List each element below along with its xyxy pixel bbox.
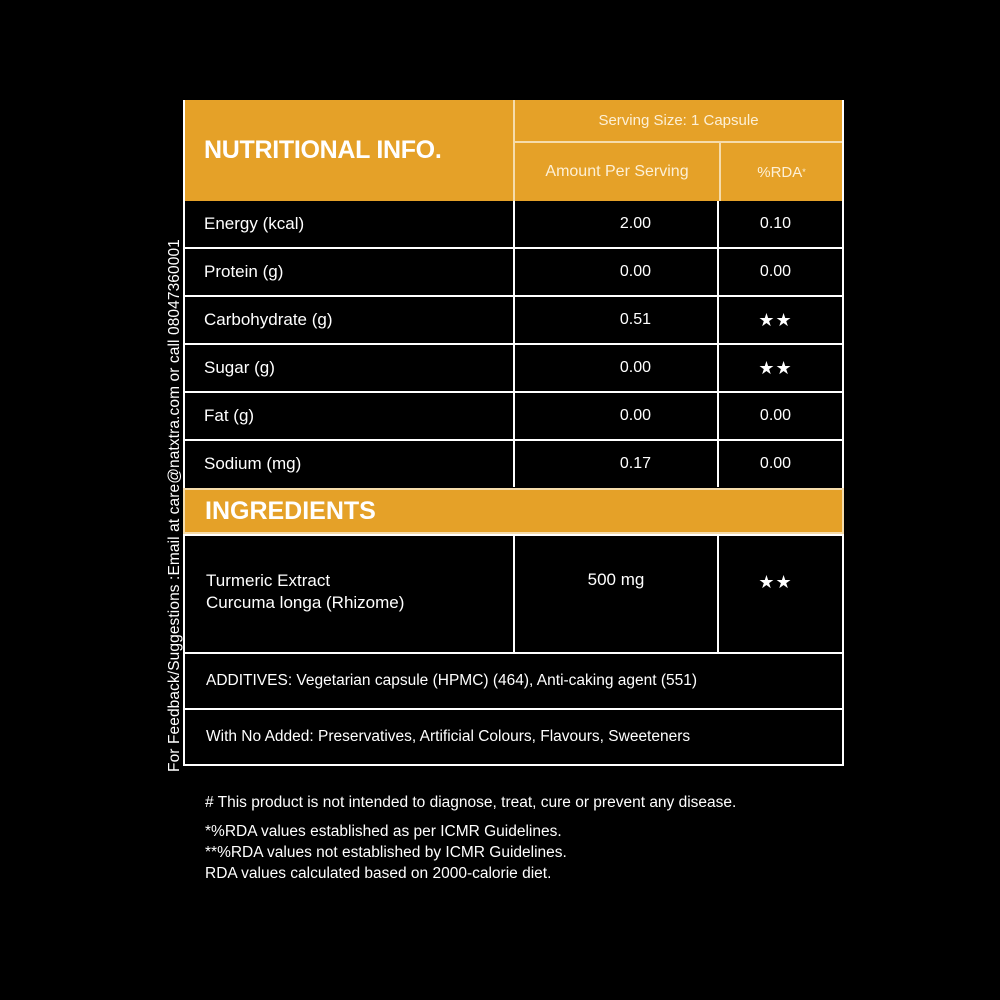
- nutrient-name: Sodium (mg): [185, 441, 515, 487]
- rda-note-1: *%RDA values established as per ICMR Guidelines.: [205, 823, 562, 840]
- ingredient-name: [185, 536, 515, 652]
- column-header-rda-label: %RDA: [757, 163, 803, 181]
- no-added-row: With No Added: Preservatives, Artificial Colours, Flavours, Sweeteners: [185, 708, 842, 764]
- nutrient-amount: 0.00: [515, 393, 719, 439]
- serving-size: Serving Size: 1 Capsule: [515, 100, 842, 143]
- nutrient-name: Fat (g): [185, 393, 515, 439]
- nutrient-name: Protein (g): [185, 249, 515, 295]
- star-icon: ★★: [758, 357, 793, 378]
- nutrient-rda: 0.10: [759, 215, 792, 232]
- column-header-rda: [721, 143, 842, 201]
- nutrient-name: Energy (kcal): [185, 201, 515, 247]
- rda-note-3: RDA values calculated based on 2000-calorie diet.: [205, 865, 552, 882]
- column-headers: [515, 143, 842, 201]
- nutrient-amount: 0.51: [515, 297, 719, 343]
- nutrient-rda: 0.00: [759, 407, 792, 424]
- table-row: [185, 391, 842, 439]
- table-row: [185, 295, 842, 343]
- table-row: [185, 201, 842, 247]
- ingredient-amount: 500 mg: [515, 536, 719, 652]
- star-icon: ★★: [758, 309, 793, 330]
- nutrition-panel: [183, 100, 844, 766]
- nutrient-amount: 0.00: [515, 345, 719, 391]
- nutrient-rda: 0.00: [759, 455, 792, 472]
- ingredient-row: [185, 534, 842, 652]
- nutrient-amount: 0.17: [515, 441, 719, 487]
- ingredients-title: INGREDIENTS: [183, 488, 844, 534]
- column-header-amount: Amount Per Serving: [515, 143, 721, 201]
- nutrition-title: NUTRITIONAL INFO.: [185, 100, 515, 201]
- nutrition-header: [185, 100, 842, 201]
- rda-asterisk: *: [802, 167, 806, 177]
- additives-row: ADDITIVES: Vegetarian capsule (HPMC) (464), Anti-caking agent (551): [185, 652, 842, 708]
- footer-notes: [205, 792, 736, 884]
- table-row: [185, 343, 842, 391]
- table-row: [185, 439, 842, 487]
- feedback-contact-note: For Feedback/Suggestions :Email at care@natxtra.com or call 08047360001: [166, 239, 183, 772]
- ingredient-name-line2: Curcuma longa (Rhizome): [206, 593, 405, 612]
- nutrient-rda: 0.00: [759, 263, 792, 280]
- nutrition-header-columns: [515, 100, 842, 201]
- nutrient-name: Carbohydrate (g): [185, 297, 515, 343]
- rda-note-2: **%RDA values not established by ICMR Guidelines.: [205, 844, 567, 861]
- ingredient-name-line1: Turmeric Extract: [206, 571, 331, 590]
- nutrient-amount: 2.00: [515, 201, 719, 247]
- nutrient-name: Sugar (g): [185, 345, 515, 391]
- nutrition-rows: [185, 201, 842, 487]
- table-row: [185, 247, 842, 295]
- disclaimer: # This product is not intended to diagnose, treat, cure or prevent any disease.: [205, 794, 737, 811]
- nutrient-amount: 0.00: [515, 249, 719, 295]
- star-icon: ★★: [758, 572, 793, 592]
